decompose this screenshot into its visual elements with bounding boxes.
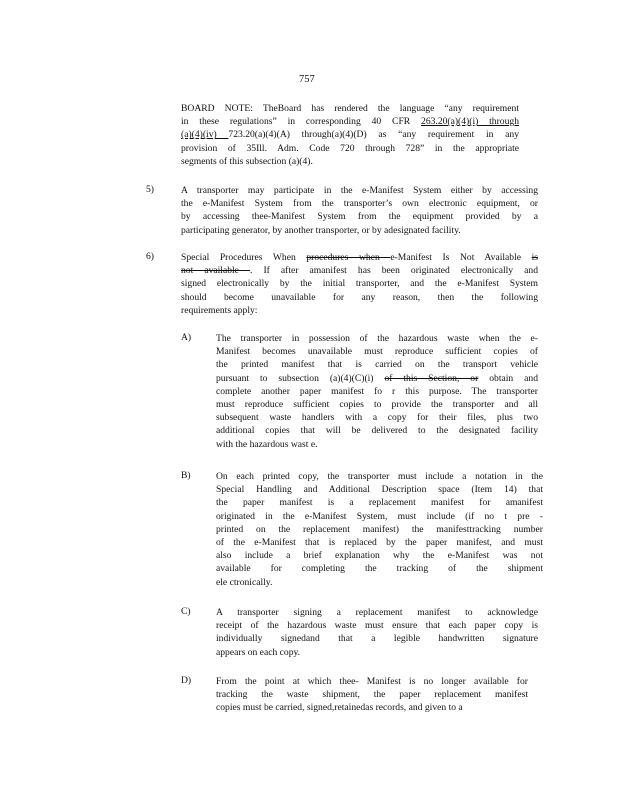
text-run: by accessing thee-Manifest System from the equipment provided by a xyxy=(181,211,538,223)
subitem-c-paragraph xyxy=(216,606,538,659)
text-run: segments of this subsection (a)(4). xyxy=(181,155,313,167)
text-run: obtain and xyxy=(478,372,538,384)
text-line xyxy=(181,277,538,290)
item-5-number: 5) xyxy=(146,184,154,195)
text-line xyxy=(216,345,538,358)
text-run: individually signedand that a legible handwritten signature xyxy=(216,633,538,645)
text-run: The transporter in possession of the hazardous waste when the e- xyxy=(216,333,538,344)
item-5-paragraph xyxy=(181,184,538,237)
page-number: 757 xyxy=(299,74,315,85)
text-run: available for completing the tracking of the shipment xyxy=(216,563,543,575)
text-run: with the hazardous wast e. xyxy=(216,438,318,450)
text-line xyxy=(216,688,528,701)
text-run: BOARD NOTE: TheBoard has rendered the language “any requirement xyxy=(181,103,519,114)
text-line xyxy=(181,184,538,197)
text-line xyxy=(216,332,538,345)
text-run: On each printed copy, the transporter must include a notation in the xyxy=(216,471,543,482)
text-run: complete another paper manifest fo r this purpose. The transporter xyxy=(216,385,538,397)
text-run: printed on the replacement manifest) the manifesttracking number xyxy=(216,523,543,535)
text-line xyxy=(216,398,538,411)
text-run: originated in the e-Manifest System, must include (if no t pre - xyxy=(216,510,543,522)
text-run: the e-Manifest System from the transporter’s own electronic equipment, or xyxy=(181,198,538,210)
text-run: tracking the waste shipment, the paper replacement manifest xyxy=(216,689,528,701)
text-line xyxy=(216,606,538,619)
text-line xyxy=(216,358,538,371)
text-line xyxy=(181,264,538,277)
text-line xyxy=(216,619,538,632)
text-run: participating generator, by another transporter, or by adesignated facility. xyxy=(181,224,461,236)
text-run: From the point at which thee- Manifest is no longer available for xyxy=(216,676,528,687)
subitem-b-number: B) xyxy=(181,470,191,481)
text-run: A transporter may participate in the e-Manifest System either by accessing xyxy=(181,185,538,196)
text-line xyxy=(181,210,538,223)
text-run: in these regulations” in corresponding 40 CFR xyxy=(181,116,422,128)
text-line xyxy=(181,128,519,141)
text-line xyxy=(216,632,538,645)
text-line xyxy=(181,251,538,264)
text-line xyxy=(216,510,543,523)
item-6-paragraph xyxy=(181,251,538,317)
underlined-text: (a)(4)(iv) xyxy=(181,129,229,141)
text-run: A transporter signing a replacement manifest to acknowledge xyxy=(216,607,538,618)
text-line xyxy=(216,701,528,714)
struck-text: not available xyxy=(181,265,251,277)
text-run: must reproduce sufficient copies to provide the transporter and all xyxy=(216,399,538,411)
text-line xyxy=(216,523,543,536)
text-line xyxy=(181,291,538,304)
text-run: signed electronically by the initial transporter, and the e-Manifest System xyxy=(181,278,538,290)
text-line xyxy=(216,576,543,589)
text-run: also include a brief explanation why the e-Manifest was not xyxy=(216,550,543,562)
text-line xyxy=(216,549,543,562)
text-line xyxy=(216,411,538,424)
struck-text: of this Section, or xyxy=(384,372,479,384)
text-line xyxy=(216,385,538,398)
text-run: additional copies that will be delivered to the designated facility xyxy=(216,425,538,437)
text-line xyxy=(216,438,538,451)
text-run: Manifest becomes unavailable must reproduce sufficient copies of xyxy=(216,346,538,358)
text-run: appears on each copy. xyxy=(216,646,301,658)
text-run: Special Handling and Additional Description space (Item 14) that xyxy=(216,484,543,496)
text-run: receipt of the hazardous waste must ensure that each paper copy is xyxy=(216,620,538,632)
text-run: 723.20(a)(4)(A) through(a)(4)(D) as “any requirement in any xyxy=(228,129,519,141)
text-line xyxy=(181,197,538,210)
text-line xyxy=(181,304,538,317)
text-line xyxy=(216,536,543,549)
text-run: copies must be carried, signed,retainedas records, and given to a xyxy=(216,702,463,714)
text-line xyxy=(181,224,538,237)
text-line xyxy=(216,372,538,385)
text-line xyxy=(216,424,538,437)
subitem-b-paragraph xyxy=(216,470,543,589)
text-line xyxy=(216,483,543,496)
text-run: the paper manifest is a replacement manifest for amanifest xyxy=(216,497,543,509)
text-run: pursuant to subsection (a)(4)(C)(i) xyxy=(216,372,385,384)
text-run: Special Procedures When xyxy=(181,252,307,263)
text-line xyxy=(216,496,543,509)
underlined-text: 263.20(a)(4)(i) through xyxy=(421,116,519,128)
text-line xyxy=(181,102,519,115)
board-note xyxy=(181,102,519,168)
text-line xyxy=(216,470,543,483)
text-line xyxy=(181,155,519,168)
text-line xyxy=(216,562,543,575)
text-line xyxy=(216,646,538,659)
text-line xyxy=(181,115,519,128)
text-run: of the e-Manifest that is replaced by the paper manifest, and must xyxy=(216,537,543,549)
text-line xyxy=(181,142,519,155)
text-run: provision of 35Ill. Adm. Code 720 through 728” in the appropriate xyxy=(181,142,519,154)
item-6-number: 6) xyxy=(146,251,154,262)
subitem-a-number: A) xyxy=(181,332,192,343)
text-line xyxy=(216,675,528,688)
text-run: should become unavailable for any reason, then the following xyxy=(181,291,538,303)
text-run: requirements apply: xyxy=(181,304,258,316)
text-run: e-Manifest Is Not Available xyxy=(390,252,532,263)
subitem-d-number: D) xyxy=(181,675,192,686)
text-run: ele ctronically. xyxy=(216,576,273,588)
text-run: the printed manifest that is carried on the transport vehicle xyxy=(216,359,538,371)
subitem-a-paragraph xyxy=(216,332,538,451)
text-run: subsequent waste handlers with a copy for their files, plus two xyxy=(216,412,538,424)
text-run: . If after amanifest has been originated electronically and xyxy=(250,265,538,277)
struck-text: procedures when xyxy=(306,252,391,263)
subitem-d-paragraph xyxy=(216,675,528,715)
subitem-c-number: C) xyxy=(181,606,191,617)
struck-text: is xyxy=(531,252,538,263)
